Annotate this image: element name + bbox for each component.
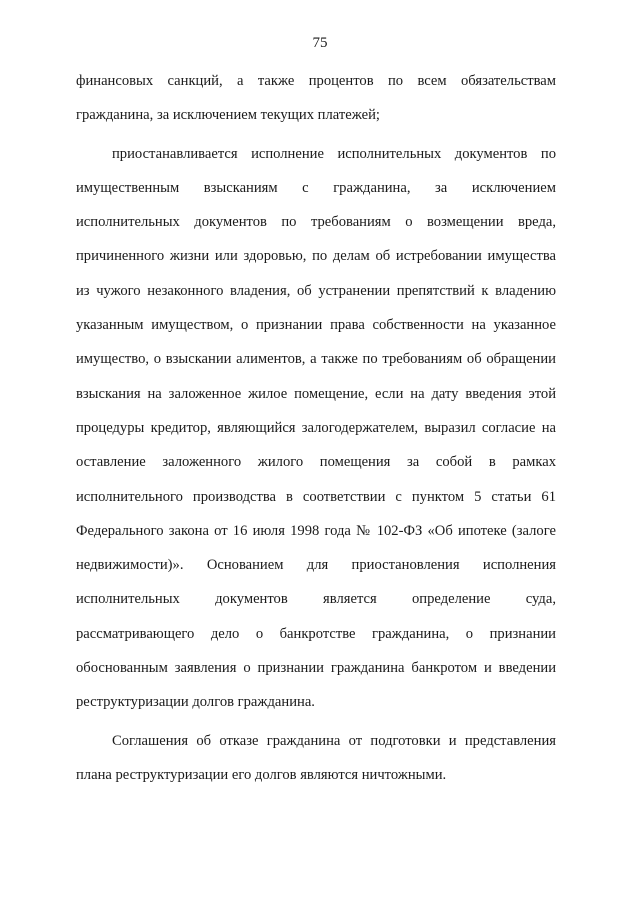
- text-line: исполнительных документов по требованиям о возмещении вреда,: [76, 214, 556, 231]
- text-line: имущество, о взыскании алиментов, а также по требованиям об обращении: [76, 351, 556, 368]
- paragraph-3: [76, 724, 556, 793]
- text-line: гражданина, за исключением текущих платежей;: [76, 107, 380, 124]
- text-line: реструктуризации долгов гражданина.: [76, 694, 315, 711]
- text-line: приостанавливается исполнение исполнительных документов по: [112, 145, 556, 162]
- text-line: Соглашения об отказе гражданина от подготовки и представления: [112, 732, 556, 749]
- text-line: исполнительного производства в соответствии с пунктом 5 статьи 61: [76, 488, 556, 505]
- page-number: 75: [312, 35, 328, 51]
- text-line: процедуры кредитор, являющийся залогодержателем, выразил согласие на: [76, 419, 556, 436]
- text-line: Федерального закона от 16 июля 1998 года № 102-ФЗ «Об ипотеке (залоге: [76, 522, 556, 539]
- text-line: обоснованным заявления о признании гражданина банкротом и введении: [76, 660, 556, 677]
- text-line: взыскания на заложенное жилое помещение, если на дату введения этой: [76, 385, 556, 402]
- text-line: имущественным взысканиям с гражданина, за исключением: [76, 179, 556, 196]
- text-line: плана реструктуризации его долгов являются ничтожными.: [76, 766, 447, 783]
- text-line: причиненного жизни или здоровью, по делам об истребовании имущества: [76, 248, 556, 265]
- text-line: оставление заложенного жилого помещения за собой в рамках: [76, 454, 556, 471]
- text-line: недвижимости)». Основанием для приостановления исполнения: [76, 557, 556, 574]
- paragraph-2: [76, 137, 556, 720]
- text-line: исполнительных документов является определение суда,: [76, 591, 556, 608]
- document-body: [76, 64, 556, 792]
- text-line: финансовых санкций, а также процентов по всем обязательствам: [76, 73, 556, 89]
- paragraph-1: [76, 64, 556, 133]
- text-line: указанным имуществом, о признании права собственности на указанное: [76, 317, 556, 334]
- text-line: рассматривающего дело о банкротстве гражданина, о признании: [76, 625, 556, 642]
- text-line: из чужого незаконного владения, об устранении препятствий к владению: [76, 282, 556, 299]
